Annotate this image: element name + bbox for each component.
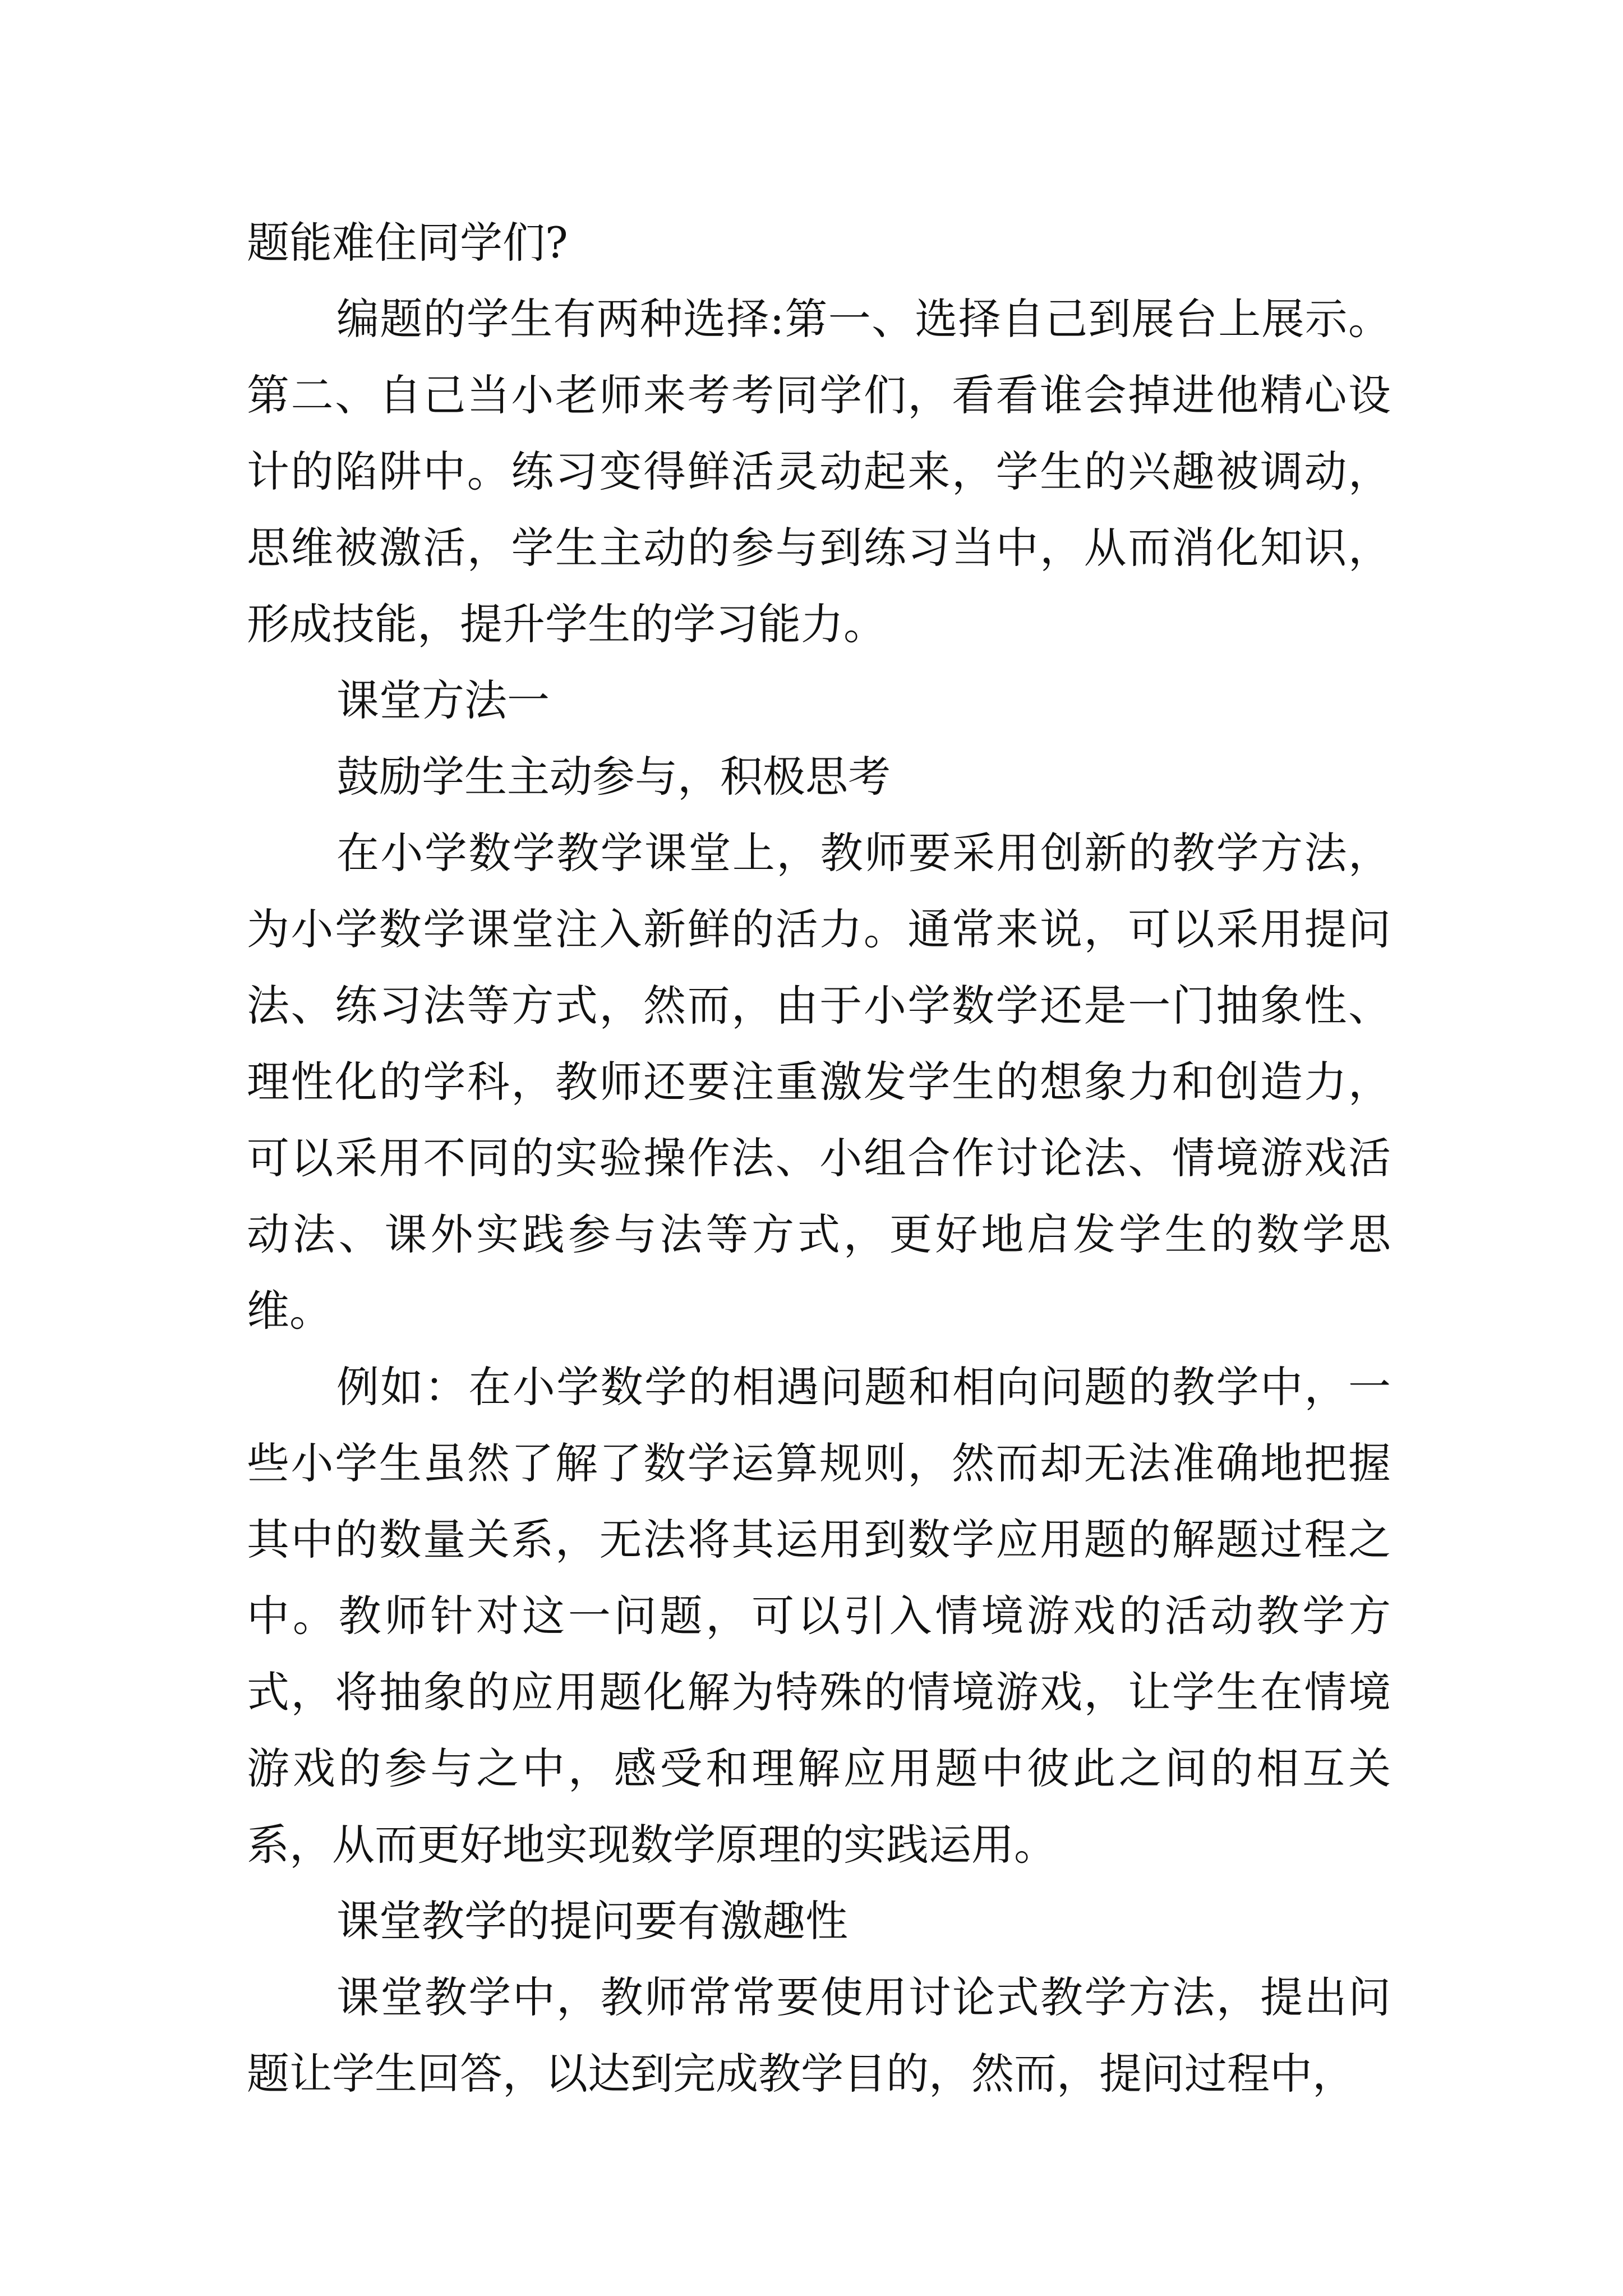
section-heading: 课堂教学的提问要有激趣性 <box>336 1896 848 1946</box>
paragraph-continuation: 题能难住同学们? <box>247 218 568 268</box>
section-subheading: 鼓励学生主动参与，积极思考 <box>336 752 891 802</box>
paragraph-body: 在小学数学教学课堂上，教师要采用创新的教学方法，为小学数学课堂注入新鲜的活力。通常来说，可以采用提问法、练习法等方式，然而，由于小学数学还是一门抽象性、理性化的学科，教师还要注重激发学生的想象力和创造力，可以采用不同的实验操作法、小组合作讨论法、情境游戏活动法、课外实践参与法等方式，更好地启发学生的数学思维。 <box>247 828 1391 1336</box>
paragraph-body: 课堂教学中，教师常常要使用讨论式教学方法，提出问题让学生回答，以达到完成教学目的，然而，提问过程中， <box>247 1972 1391 2099</box>
paragraph-body: 编题的学生有两种选择:第一、选择自己到展台上展示。第二、自己当小老师来考考同学们，看看谁会掉进他精心设计的陷阱中。练习变得鲜活灵动起来，学生的兴趣被调动，思维被激活，学生主动的参与到练习当中，从而消化知识，形成技能，提升学生的学习能力。 <box>247 294 1391 649</box>
paragraph-body: 例如：在小学数学的相遇问题和相向问题的教学中，一些小学生虽然了解了数学运算规则，然而却无法准确地把握其中的数量关系，无法将其运用到数学应用题的解题过程之中。教师针对这一问题，可以引入情境游戏的活动教学方式，将抽象的应用题化解为特殊的情境游戏，让学生在情境游戏的参与之中，感受和理解应用题中彼此之间的相互关系，从而更好地实现数学原理的实践运用。 <box>247 1362 1391 1870</box>
section-heading: 课堂方法一 <box>336 675 550 725</box>
document-body <box>247 205 1391 2112</box>
